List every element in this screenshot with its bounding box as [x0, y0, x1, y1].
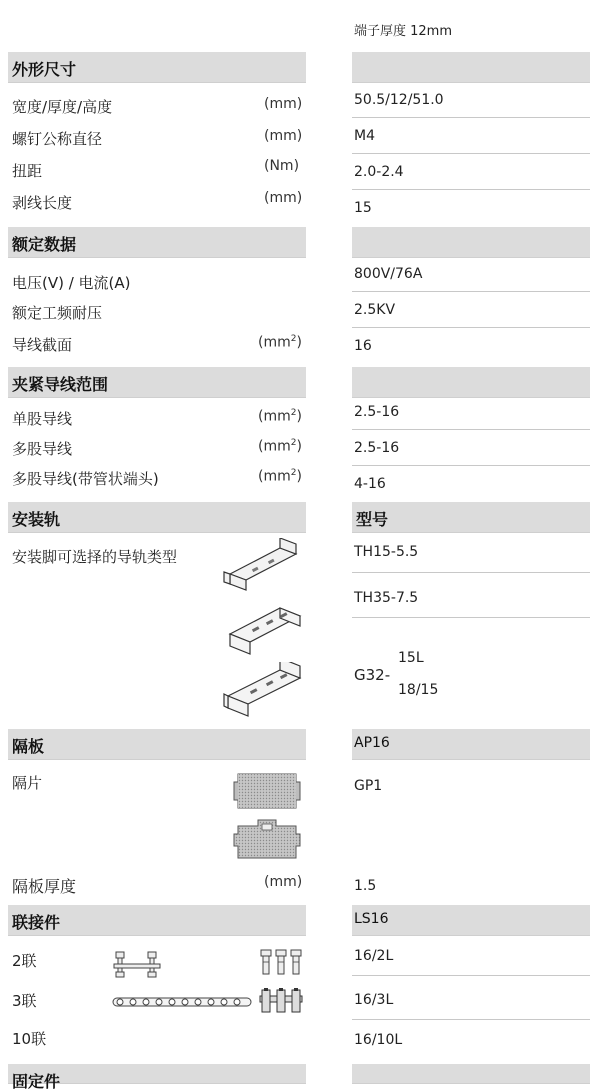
rail-label: 安装脚可选择的导轨类型 [12, 548, 178, 566]
unit-close: ) [296, 438, 302, 455]
row-label: 宽度/厚度/高度 [12, 98, 113, 116]
partition-plate-icon [232, 770, 302, 812]
rail-type-th35: TH35-7.5 [354, 590, 419, 606]
spacer-plate-icon [232, 818, 302, 860]
section-header-fixing-value [352, 1064, 590, 1084]
row-value: 16/2L [354, 948, 394, 964]
section-header-value: 型号 [356, 510, 389, 529]
row-label: 多股导线(带管状端头) [12, 470, 159, 488]
row-divider [352, 429, 590, 430]
rail-type-th15: TH15-5.5 [354, 544, 419, 560]
row-label: 多股导线 [12, 440, 73, 458]
spacer-value: GP1 [354, 778, 383, 794]
unit-sup: 2 [290, 408, 297, 418]
row-label: 额定工频耐压 [12, 304, 103, 322]
section-header-rated-value [352, 227, 590, 258]
unit-text: (mm [258, 408, 291, 425]
row-value: M4 [354, 128, 375, 144]
section-header-clamp [8, 367, 306, 398]
row-divider [352, 465, 590, 466]
row-unit: (mm) [264, 128, 303, 144]
partition-thickness-label: 隔板厚度 [12, 877, 77, 896]
row-label: 剥线长度 [12, 194, 73, 212]
row-divider [352, 327, 590, 328]
section-header-fixing [8, 1064, 306, 1091]
row-label: 2联 [12, 952, 37, 970]
section-header-rated [8, 227, 306, 258]
section-header-connector-value [352, 905, 590, 936]
row-value: 800V/76A [354, 266, 423, 282]
row-label: 导线截面 [12, 336, 73, 354]
jumper-2-pole-icon [112, 950, 164, 980]
row-divider [352, 572, 590, 573]
din-rail-th35-icon [224, 604, 306, 662]
row-value: 4-16 [354, 476, 386, 492]
row-label: 扭距 [12, 162, 43, 180]
row-unit [258, 468, 302, 485]
section-title: 夹紧导线范围 [12, 375, 109, 394]
rail-type-g32-bottom: 18/15 [398, 682, 439, 698]
row-unit: (Nm) [264, 158, 300, 174]
row-label: 单股导线 [12, 410, 73, 428]
row-divider [352, 617, 590, 618]
section-title: 联接件 [12, 913, 61, 932]
row-value: 50.5/12/51.0 [354, 92, 444, 108]
unit-text: (mm [258, 438, 291, 455]
row-divider [352, 1019, 590, 1020]
spacer-label: 隔片 [12, 774, 43, 792]
unit-text: (mm [258, 334, 291, 351]
row-value: 16/10L [354, 1032, 403, 1048]
row-label: 3联 [12, 992, 37, 1010]
row-value: 2.0-2.4 [354, 164, 404, 180]
section-header-clamp-value [352, 367, 590, 398]
section-title: 隔板 [12, 737, 45, 756]
section-header-partition-value [352, 729, 590, 760]
section-header-partition [8, 729, 306, 760]
section-header-connector [8, 905, 306, 936]
terminal-thickness-note: 端子厚度 12mm [354, 24, 453, 39]
row-unit: (mm) [264, 190, 303, 206]
jumper-10-pole-icon [112, 994, 252, 1010]
partition-thickness-unit: (mm) [264, 874, 303, 890]
section-header-dimensions-value [352, 52, 590, 83]
section-header-rail-value [352, 502, 590, 533]
row-value: 16 [354, 338, 372, 354]
jumper-bar-side-icon [258, 986, 304, 1016]
row-divider [352, 189, 590, 190]
unit-sup: 2 [290, 468, 297, 478]
row-value: 2.5KV [354, 302, 396, 318]
section-title: 固定件 [12, 1072, 61, 1091]
row-divider [352, 153, 590, 154]
row-label: 螺钉公称直径 [12, 130, 103, 148]
row-value: 2.5-16 [354, 440, 400, 456]
rail-type-g32-top: 15L [398, 650, 424, 666]
row-label: 10联 [12, 1030, 47, 1048]
unit-close: ) [296, 468, 302, 485]
unit-close: ) [296, 408, 302, 425]
unit-text: (mm [258, 468, 291, 485]
section-title: 安装轨 [12, 510, 61, 529]
din-rail-th15-icon [222, 538, 306, 596]
row-unit [258, 438, 302, 455]
row-label: 电压(V) / 电流(A) [12, 274, 131, 292]
row-unit [258, 408, 302, 425]
row-value: 15 [354, 200, 372, 216]
row-divider [352, 117, 590, 118]
row-divider [352, 291, 590, 292]
row-value: 16/3L [354, 992, 394, 1008]
row-divider [352, 975, 590, 976]
row-value: 2.5-16 [354, 404, 400, 420]
din-rail-g32-icon [222, 662, 306, 722]
section-header-value: AP16 [354, 735, 390, 751]
jumper-3-pole-icon [258, 948, 304, 978]
section-header-value: LS16 [354, 911, 389, 927]
rail-type-g32-prefix: G32- [354, 666, 391, 684]
section-title: 额定数据 [12, 235, 77, 254]
row-unit: (mm) [264, 96, 303, 112]
section-title: 外形尺寸 [12, 60, 77, 79]
unit-close: ) [296, 334, 302, 351]
section-header-dimensions [8, 52, 306, 83]
row-unit [258, 334, 302, 351]
partition-thickness-value: 1.5 [354, 878, 377, 894]
unit-sup: 2 [290, 438, 297, 448]
unit-sup: 2 [290, 334, 297, 344]
section-header-rail [8, 502, 306, 533]
